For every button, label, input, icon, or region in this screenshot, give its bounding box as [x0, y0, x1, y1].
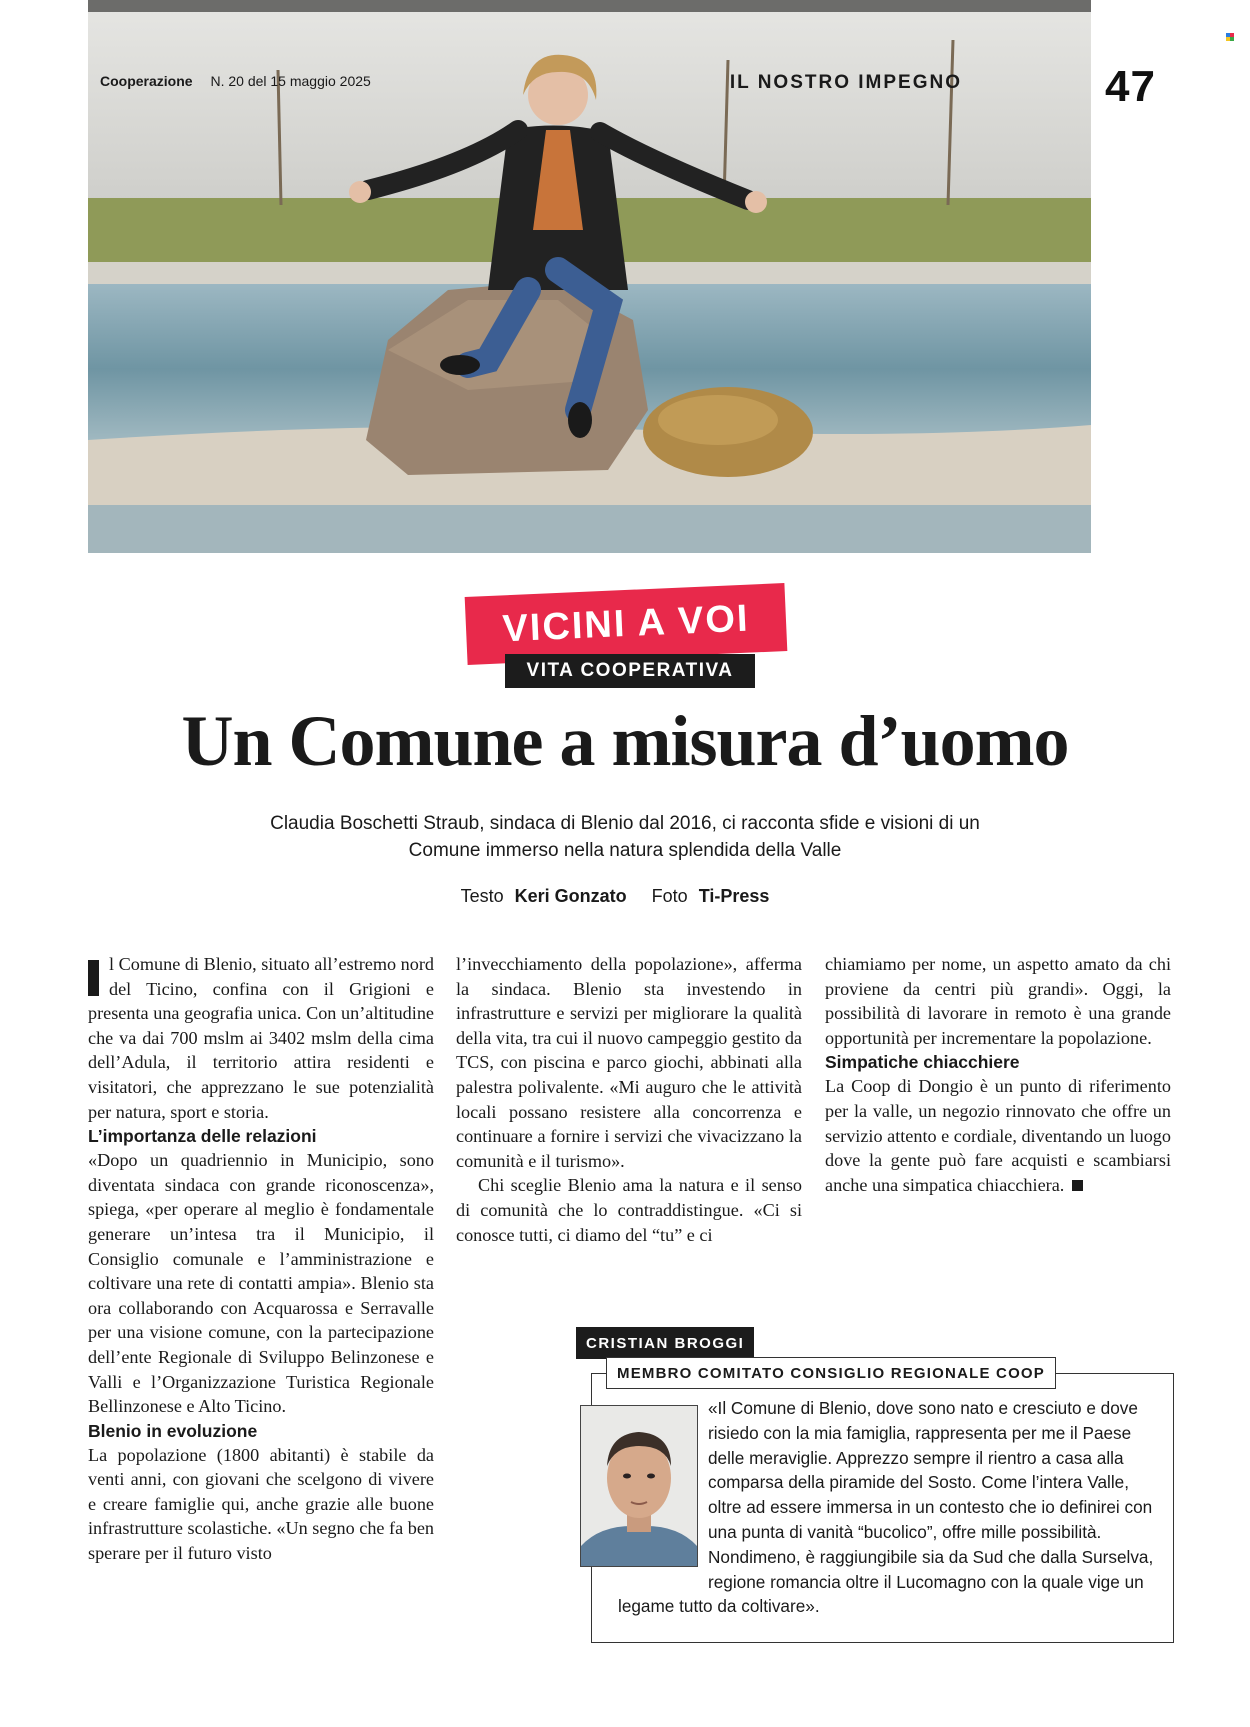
text-credit-label: Testo	[460, 886, 504, 906]
testimonial-name: CRISTIAN BROGGI	[576, 1327, 754, 1359]
paragraph-coop	[825, 1074, 1171, 1197]
testimonial-quote	[618, 1396, 1163, 1619]
issue-info: N. 20 del 15 maggio 2025	[210, 73, 371, 89]
paragraph-infrastrutture: l’invecchiamento della popolazione», afferma la sindaca. Blenio sta investendo in infrastrutture e servizi per migliorare la qualità della vita, tra cui il nuovo campeggio gestito da TCS, con piscina e parco giochi, abbinati alla palestra polivalente. «Mi auguro che le attività locali possano resistere alla concorrenza e continuare a fornire i servizi che vivacizzano la comunità e il turismo».	[456, 954, 802, 1171]
masthead-publication	[100, 73, 371, 89]
paragraph-evoluzione: La popolazione (1800 abitanti) è stabile da venti anni, con giovani che scelgono di vivere e creare famiglie qui, anche grazie alle buone infrastrutture scolastiche. «Un segno che fa ben sperare per il futuro visto	[88, 1444, 434, 1564]
subhead-relazioni: L’importanza delle relazioni	[88, 1126, 317, 1147]
credits	[0, 886, 1250, 907]
section-name: IL NOSTRO IMPEGNO	[729, 72, 962, 93]
article-column-2	[456, 952, 802, 1247]
article-column-3	[825, 952, 1171, 1197]
photo-credit-label: Foto	[651, 886, 688, 906]
kicker-sub-label: VITA COOPERATIVA	[526, 660, 734, 681]
article-column-1	[88, 952, 434, 1566]
kicker-main	[465, 583, 788, 665]
paragraph-relazioni: «Dopo un quadriennio in Municipio, sono diventata sindaca con grande riconoscenza», spiega, «per operare al meglio è fondamentale generare un’intesa tra il Municipio, il Consiglio comunale e l’amministrazione e coltivare una rete di contatti ampia». Blenio sta ora collaborando con Acquarossa e Serravalle per una visione comune, con la partecipazione dell’ente Regionale di Sviluppo Belinzonese e Valli e l’Organizzazione Turistica Regionale Bellinzonese e Alto Ticino.	[88, 1150, 434, 1417]
standfirst: Claudia Boschetti Straub, sindaca di Blenio dal 2016, ci racconta sfide e visioni di un Comune immerso nella natura splendida della Valle	[270, 813, 980, 861]
paragraph-coop-text: La Coop di Dongio è un punto di riferimento per la valle, un negozio rinnovato che offre un servizio attento e cordiale, diventando un luogo dove la gente può fare acquisti e scambiarsi anche una simpatica chiacchiera.	[825, 1076, 1171, 1195]
publication-name: Cooperazione	[100, 73, 193, 89]
text-credit-author: Keri Gonzato	[514, 886, 627, 906]
intro-paragraph	[88, 952, 434, 1124]
paragraph-comunita: Chi sceglie Blenio ama la natura e il senso di comunità che lo contraddistingue. «Ci si conosce tutti, ci diamo del “tu” e ci	[456, 1175, 802, 1245]
drop-cap-bar-icon	[88, 960, 99, 996]
page-number: 47	[1105, 62, 1156, 111]
end-mark-icon	[1072, 1180, 1083, 1191]
testimonial-quote-text: «Il Comune di Blenio, dove sono nato e cresciuto e dove risiedo con la mia famiglia, rappresenta per me il Paese delle meraviglie. Apprezzo sempre il rientro a casa alla comparsa della piramide del Sosto. Come l’intera Valle, oltre ad essere immersa in un contesto che io definirei con una punta di vanità “bucolico”, offre mille possibilità. Nondimeno, è raggiungibile sia da Sud che dalla Surselva, regione romancia oltre il Lucomagno con la quale vige un legame tutto da coltivare».	[618, 1398, 1154, 1617]
print-color-marks-icon	[1226, 33, 1236, 43]
subhead-chiacchiere: Simpatiche chiacchiere	[825, 1052, 1020, 1073]
headline: Un Comune a misura d’uomo	[181, 701, 1069, 781]
intro-text: l Comune di Blenio, situato all’estremo nord del Ticino, confina con il Grigioni e presenta una geografia unica. Con un’altitudine che va dai 700 mslm ai 3402 mslm della cima dell’Adula, il territorio attira residenti e visitatori, che apprezzano le sue potenzialità per natura, sport e storia.	[88, 954, 434, 1122]
kicker-sub	[505, 654, 755, 688]
paragraph-remoto: chiamiamo per nome, un aspetto amato da chi proviene da centri più grandi». Oggi, la possibilità di lavorare in remoto è una grande opportunità per incrementare la popolazione.	[825, 954, 1171, 1048]
kicker-main-label: VICINI A VOI	[501, 597, 751, 650]
testimonial-role: MEMBRO COMITATO CONSIGLIO REGIONALE COOP	[606, 1357, 1056, 1389]
subhead-evoluzione: Blenio in evoluzione	[88, 1420, 258, 1441]
photo-credit-author: Ti-Press	[698, 886, 770, 906]
